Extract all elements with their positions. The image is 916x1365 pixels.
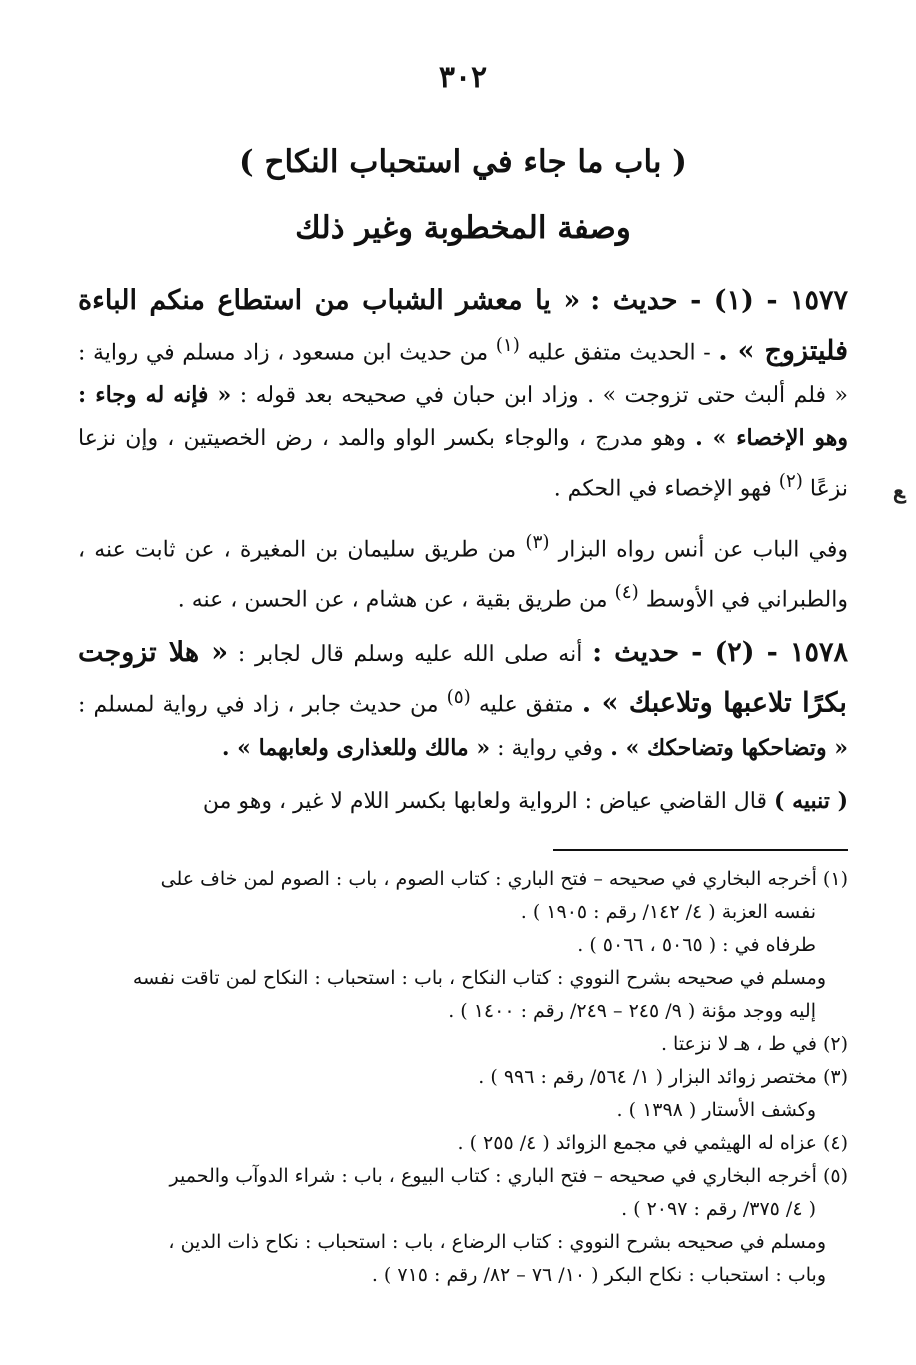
book-page <box>78 60 848 1292</box>
note-label: ( تنبيه ) <box>774 787 848 814</box>
footnote-line: وكشف الأستار ( ١٣٩٨ ) . <box>616 1098 816 1121</box>
footnote-ref[interactable]: (٥) <box>446 687 471 709</box>
hadith-1577-paragraph <box>78 279 848 511</box>
commentary-text: فهو الإخصاء في الحكم . <box>553 476 772 502</box>
chapter-title-line1: ( باب ما جاء في استحباب النكاح ) <box>239 144 687 180</box>
footnote-line: (٤) عزاه له الهيثمي في مجمع الزوائد ( ٤/ ٢٥٥ ) . <box>457 1131 848 1154</box>
footnote-ref[interactable]: (٣) <box>525 531 550 553</box>
quoted-text: « وتضاحكها وتضاحكك » . <box>610 734 848 761</box>
page-number: ٣٠٢ <box>438 60 488 95</box>
footnote-line: ( ٤/ ٣٧٥/ رقم : ٢٠٩٧ ) . <box>621 1197 816 1220</box>
commentary-text: من حديث جابر ، زاد في رواية لمسلم : <box>78 692 439 718</box>
quoted-text: « فإنه له وجاء : وهو الإخصاء » . <box>78 382 848 452</box>
footnote-line: (١) أخرجه البخاري في صحيحه – فتح الباري : كتاب الصوم ، باب : الصوم لمن خاف على <box>160 867 848 890</box>
footnote-ref[interactable]: (٢) <box>778 471 803 493</box>
footnote-line: ومسلم في صحيحه بشرح النووي : كتاب النكاح ، باب : استحباب : النكاح لمن تاقت نفسه <box>132 966 826 989</box>
note-text: قال القاضي عياض : الرواية ولعابها بكسر اللام لا غير ، وهو من <box>202 788 768 814</box>
hadith-text: « يا معشر الشباب من استطاع منكم الباءة فليتزوج » . <box>78 285 848 367</box>
commentary-text: من طريق بقية ، عن هشام ، عن الحسن ، عنه . <box>177 587 608 613</box>
commentary-text: من طريق سليمان بن المغيرة ، عن ثابت عنه ، والطبراني في الأوسط <box>78 536 848 613</box>
commentary-text: وفي رواية : <box>490 735 604 761</box>
footnote-line: طرفاه في : ( ٥٠٦٥ ، ٥٠٦٦ ) . <box>577 933 816 956</box>
footnote-ref[interactable]: (١) <box>495 335 520 356</box>
hadith-1578-paragraph <box>78 631 848 769</box>
hadith-number: ١٥٧٧ - (١) - حديث : <box>590 285 849 316</box>
hadith-text: « هلا تزوجت بكرًا تلاعبها وتلاعبك » . <box>78 637 847 719</box>
chapter-paragraph <box>78 521 848 622</box>
commentary-text: متفق عليه <box>470 692 574 718</box>
commentary-text: - الحديث متفق عليه <box>519 340 711 366</box>
footnotes <box>78 863 848 1292</box>
commentary-text: وفي الباب عن أنس رواه البزار <box>549 536 848 562</box>
footnote-line: (٣) مختصر زوائد البزار ( ١/ ٥٦٤/ رقم : ٩٩٦ ) . <box>478 1065 848 1088</box>
margin-mark: ﻊ <box>893 478 905 504</box>
note-paragraph <box>78 780 848 823</box>
footnote-divider <box>553 849 848 851</box>
commentary-text: وهو مدرج ، والوجاء بكسر الواو والمد ، رض الخصيتين ، وإن نزعا نزعًا <box>78 426 848 502</box>
footnote-line: وباب : استحباب : نكاح البكر ( ١٠/ ٧٦ – ٨٢/ رقم : ٧١٥ ) . <box>371 1263 826 1286</box>
commentary-text: من حديث ابن مسعود ، زاد مسلم في رواية : « فلم ألبث حتى تزوجت » . وزاد ابن حبان في صحيحه بعد قوله : <box>78 340 848 409</box>
footnote-line: (٥) أخرجه البخاري في صحيحه – فتح الباري : كتاب البيوع ، باب : شراء الدوآب والحمير <box>169 1164 848 1187</box>
footnote-line: (٢) في ط ، هـ لا نزعتا . <box>660 1032 848 1055</box>
commentary-text: أنه صلى الله عليه وسلم قال لجابر : <box>228 642 583 668</box>
chapter-title-line2: وصفة المخطوبة وغير ذلك <box>295 210 631 246</box>
hadith-number: ١٥٧٨ - (٢) - حديث : <box>592 637 848 669</box>
quoted-text: « مالك وللعذارى ولعابهما » . <box>221 734 491 761</box>
footnote-line: نفسه العزبة ( ٤/ ١٤٢/ رقم : ١٩٠٥ ) . <box>520 900 816 923</box>
footnote-ref[interactable]: (٤) <box>614 581 639 603</box>
footnote-line: إليه ووجد مؤنة ( ٩/ ٢٤٥ – ٢٤٩/ رقم : ١٤٠٠ ) . <box>448 999 816 1022</box>
footnote-line: ومسلم في صحيحه بشرح النووي : كتاب الرضاع ، باب : استحباب : نكاح ذات الدين ، <box>168 1230 826 1253</box>
